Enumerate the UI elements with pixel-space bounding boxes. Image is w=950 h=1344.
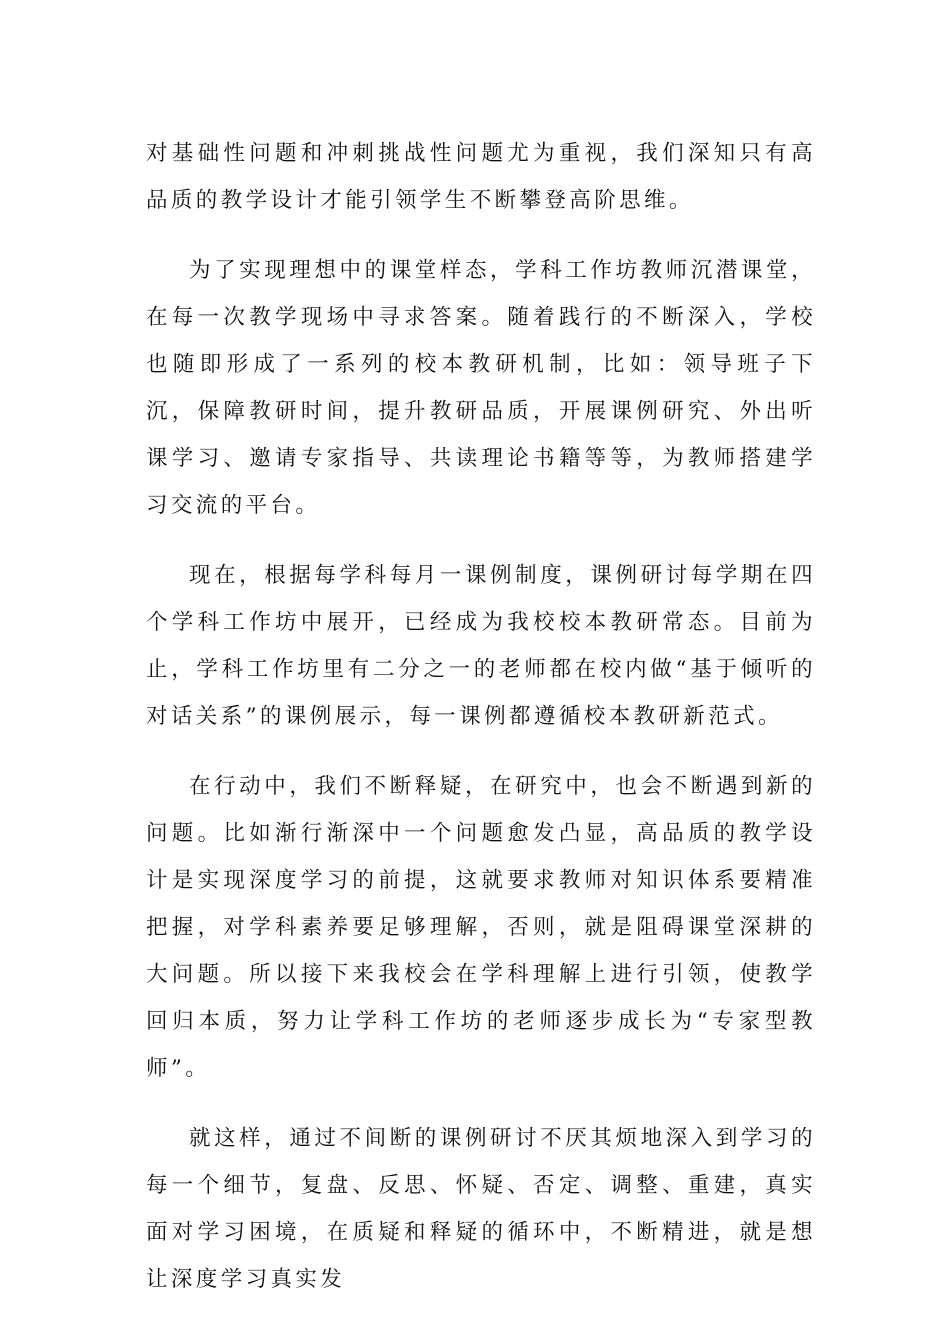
paragraph-3: 现在，根据每学科每月一课例制度，课例研讨每学期在四个学科工作坊中展开，已经成为我校校本教研常态。目前为止，学科工作坊里有二分之一的老师都在校内做“基于倾听的对话关系”的课例展示，每一课例都遵循校本教研新范式。 xyxy=(146,563,816,729)
paragraph-2: 为了实现理想中的课堂样态，学科工作坊教师沉潜课堂，在每一次教学现场中寻求答案。随着践行的不断深入，学校也随即形成了一系列的校本教研机制，比如：领导班子下沉，保障教研时间，提升教研品质，开展课例研究、外出听课学习、邀请专家指导、共读理论书籍等等，为教师搭建学习交流的平台。 xyxy=(146,258,816,518)
paragraph-4: 在行动中，我们不断释疑，在研究中，也会不断遇到新的问题。比如渐行渐深中一个问题愈发凸显，高品质的教学设计是实现深度学习的前提，这就要求教师对知识体系要精准把握，对学科素养要足够理解，否则，就是阻碍课堂深耕的大问题。所以接下来我校会在学科理解上进行引领，使教学回归本质，努力让学科工作坊的老师逐步成长为“专家型教师”。 xyxy=(146,774,816,1081)
paragraph-5: 就这样，通过不间断的课例研讨不厌其烦地深入到学习的每一个细节，复盘、反思、怀疑、否定、调整、重建，真实面对学习困境，在质疑和释疑的循环中，不断精进，就是想让深度学习真实发 xyxy=(146,1126,816,1292)
document-body xyxy=(146,130,816,1303)
paragraph-1: 对基础性问题和冲刺挑战性问题尤为重视，我们深知只有高品质的教学设计才能引领学生不断攀登高阶思维。 xyxy=(146,141,816,213)
